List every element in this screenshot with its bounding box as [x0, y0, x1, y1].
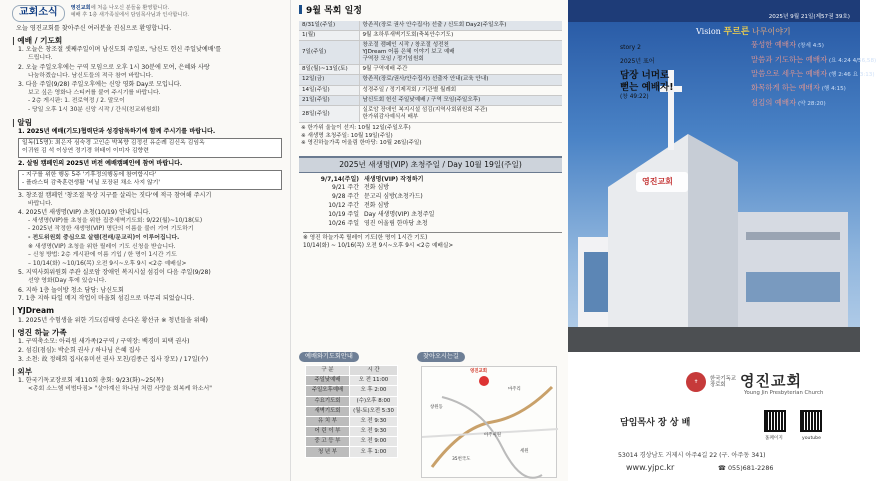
yjdream-heading: | YJDream — [12, 306, 54, 316]
notice-item-3: 3. 창조절 캠페인 '창조절 묵상 지구를 살리는 짓다'에 적극 참여해 주시기 — [18, 191, 212, 199]
notice-item-5: 5. 지역사회위원회 주관 실로암 장애인 복지시설 섬김이 다음 주일(9/28) — [18, 269, 211, 277]
vip-label: 전화 심방 — [364, 184, 390, 192]
service-name: 수요기도회 — [306, 396, 350, 406]
service-time: (수)오후 8:00 — [350, 396, 398, 406]
cover-photo — [568, 22, 876, 352]
vip-schedule — [299, 173, 562, 229]
vip-row — [317, 211, 562, 220]
verse-heading: 섬김의 예배자 — [751, 98, 797, 107]
cross-logo-icon: ✝ — [686, 372, 706, 392]
reading-line: 이귀원 김 석 이상연 정기경 허태이 이미자 김향련 — [22, 148, 149, 155]
church-name: 영진교회 — [740, 372, 803, 391]
vip-sub-item: - 2025년 작정한 새생명(VIP) 명단의 이름을 불러 기여 기도하기 — [28, 226, 194, 233]
service-time: 시 간 — [350, 365, 398, 375]
schedule-title: 9월 목회 일정 — [306, 6, 362, 16]
vip-section — [299, 156, 562, 251]
welcome-text: 에 처음 나오신 분들을 환영합니다. — [90, 5, 170, 11]
church-name-english: Young Jin Presbyterian Church — [744, 390, 824, 396]
service-time-row — [306, 396, 398, 406]
family-heading: | 영진 하늘 가족 — [12, 327, 67, 337]
youtube-qr-icon[interactable] — [800, 410, 822, 432]
notice-item-5-cont: 선양 영화(Day 후에 있습니다. — [28, 277, 107, 284]
map-label: 창원동 — [430, 405, 443, 410]
vip-date: 10/19 주일 — [328, 211, 359, 219]
church-info — [568, 352, 860, 481]
notice-item-7: 7. 1층 지하 타일 메지 작업이 마을회 섬김으로 마무리 되었습니다. — [18, 295, 195, 303]
vip-row — [317, 220, 562, 229]
vip-sub-item: ※ 새생명(VIP) 초청을 위한 릴레이 기도 신청을 받습니다. — [28, 243, 176, 250]
outside-list — [12, 377, 282, 393]
service-name: 구 분 — [306, 365, 350, 375]
vip-date: 9/7,14(주일) — [320, 175, 359, 183]
worship-item: 보고 싶은 영화나 스티커를 붙여 주시기를 바랍니다. — [28, 89, 161, 96]
schedule-row — [299, 85, 562, 95]
campaign-box — [18, 170, 282, 190]
schedule-event: 창조절 캠페인 시작 / 창조절 성전천 YJDream 어름 은혜 이야기 보고 예배 구역장 모임 / 정기임원회 — [359, 40, 562, 64]
map-label-church: 영진교회 — [470, 369, 487, 374]
service-name: 주일오후예배 — [306, 386, 350, 396]
motto-reference: (창 49:22) — [620, 93, 649, 100]
vip-notes — [303, 232, 562, 251]
senior-pastor: 담임목사 장 상 배 — [620, 418, 691, 428]
service-time: 오 전 9:00 — [350, 437, 398, 447]
vip-label: 문고리 심방(초청카드) — [364, 193, 423, 201]
vip-title: 2025년 새생명(VIP) 초청주일 / Day 10월 19일(주일) — [299, 156, 562, 173]
service-time-row — [306, 437, 398, 447]
service-name: 주일낮예배 — [306, 376, 350, 386]
campaign-line: - 플라스틱 감축훈련생활 '비닐 포장된 채소 사지 않기' — [22, 179, 160, 186]
vip-date: 9/21 주간 — [332, 184, 359, 192]
verse-line — [751, 69, 875, 79]
vip-date: 10/12 주간 — [328, 202, 359, 210]
schedule-note: ※ 새생명 초청주일: 10월 19일(주일) — [301, 132, 393, 139]
schedule-event: 성경주일 / 정기제직회 / 기관별 월례회 — [359, 85, 562, 95]
service-time: 오 전 9:30 — [350, 416, 398, 426]
vip-sub-item: – 10/14(화) ~10/16(목) 오전 9시~오후 9시 <2층 예배실> — [28, 260, 187, 267]
vip-sub-item: – 신청 방법: 2층 게시판에 이름 기입 / 한 명이 1시간 기도 — [28, 252, 177, 259]
map-label: 마주리 — [508, 387, 521, 392]
church-news-title: 교회소식 — [12, 5, 65, 22]
service-time-row — [306, 406, 398, 416]
worship-heading: | 예배 / 기도회 — [12, 35, 63, 45]
verse-line — [751, 55, 876, 65]
church-logo — [686, 372, 824, 396]
church-name-strong: 영진교회 — [70, 5, 91, 11]
directions — [417, 352, 561, 481]
map-label: 35번국도 — [452, 457, 471, 462]
youtube-qr-label: youtube — [802, 436, 821, 441]
reading-box — [18, 138, 282, 158]
service-times-table — [305, 365, 398, 458]
map-roads — [422, 367, 558, 479]
service-name: 어 린 이 부 — [306, 427, 350, 437]
service-name: 유 치 부 — [306, 416, 350, 426]
service-time-row — [306, 416, 398, 426]
vision-prefix: Vision — [696, 27, 721, 36]
schedule-event: 9월 구역예배 주간 — [359, 65, 562, 75]
schedule-row — [299, 95, 562, 105]
service-times — [299, 352, 407, 458]
denomination-line: 한국기독교 — [710, 375, 737, 382]
motto-line-1: 담장 너머로 — [620, 70, 670, 82]
church-sign: 영진교회 — [642, 177, 673, 186]
worship-item: 3. 다음 주일(9/28) 주일오후에는 신앙 영화 Day로 모입니다. — [18, 81, 182, 89]
verse-heading: 화목하게 하는 예배자 — [751, 83, 820, 92]
vision-main: 푸르른 — [723, 27, 750, 37]
reading-line: 일독(15명): 최은자 심숙경 고인순 박복향 김정선 유순례 김신옥 김임옥 — [22, 140, 205, 147]
worship-item: 드립니다. — [28, 55, 53, 62]
schedule-date: 28일(주일) — [299, 105, 359, 122]
schedule-event: 실로암 장애인 복지시설 섬김(지역사회위원회 주관) 한가위감사예식서 배부 — [359, 105, 562, 122]
motto-year: 2025년 표어 — [620, 58, 655, 66]
vip-label: 영진 어울림 한마당 초청 — [364, 219, 428, 227]
campaign-line: - 지구를 위한 행동 5주 '기후정의행동에 참여합시다' — [22, 171, 157, 178]
welcome-banner — [12, 5, 282, 22]
schedule-row — [299, 40, 562, 64]
denomination-line: 장로회 — [710, 382, 726, 388]
motto-block — [620, 44, 674, 102]
vip-date: 9/28 주간 — [332, 193, 359, 201]
story-label: story 2 — [620, 44, 641, 51]
notice-item-6: 6. 지하 1층 놀이방 청소 담당: 남신도회 — [18, 286, 124, 294]
schedule-event: 항존직(장로/권사/안수집사) 선출자 안내(교육 안내) — [359, 75, 562, 85]
vip-date: 10/26 주일 — [328, 219, 359, 227]
verse-reference: (요 4:24 4/56,58) — [828, 58, 876, 64]
vip-label: 전화 심방 — [364, 202, 390, 210]
yjdream-item: 1. 2025년 수험생을 위한 기도(김태영 손다온 황선규 ※ 청년들을 위해) — [18, 316, 208, 324]
church-address: 53014 경상남도 거제시 아주4길 22 (구. 아주동 341) — [618, 452, 766, 459]
schedule-date: 8/31일(주일) — [299, 21, 359, 31]
worship-item: 1. 오늘은 창조절 셋째주일이며 남신도회 주일로, '남신도 헌신 주일낮예배'를 — [18, 46, 222, 54]
service-time-row — [306, 365, 398, 375]
outside-item: <총회 소느헴 비범다짐> "살아계신 하나님 처럼 사랑을 회복케 하소서" — [28, 386, 212, 393]
service-time: 오 전 9:30 — [350, 427, 398, 437]
verse-line — [751, 98, 826, 108]
lower-info — [299, 352, 561, 481]
schedule-date: 8일(월)~13일(토) — [299, 65, 359, 75]
schedule-row — [299, 75, 562, 85]
map-label: 아주미원 — [484, 433, 501, 438]
worship-list — [12, 46, 282, 114]
service-time: 오 후 2:00 — [350, 386, 398, 396]
notice-item-2: 2. 살림 캠페인의 2025년 버전 예배캠페인에 참여 바랍니다. — [18, 160, 183, 168]
verse-heading: 말씀과 기도하는 예배자 — [751, 55, 828, 64]
verse-line — [751, 40, 824, 50]
homepage-qr-label: 홈페이지 — [765, 436, 783, 441]
heading-bar — [299, 5, 302, 14]
schedule-table — [299, 21, 562, 124]
verse-reference: (행 4:15) — [821, 86, 846, 92]
schedule-date: 14일(주일) — [299, 85, 359, 95]
church-website[interactable]: www.yjpc.kr — [626, 463, 675, 472]
issue-date: 2025년 9월 21일(제57권 39호) — [768, 14, 850, 20]
vip-row — [317, 184, 562, 193]
motto-line-2: 뻗는 예배자! — [620, 82, 674, 94]
vip-row — [317, 193, 562, 202]
schedule-panel — [290, 0, 568, 481]
schedule-row — [299, 21, 562, 31]
verse-reference: (행 2:46 요 3:13) — [828, 72, 875, 78]
schedule-row — [299, 30, 562, 40]
service-name: 새벽기도회 — [306, 406, 350, 416]
family-list — [12, 338, 282, 363]
schedule-event: 남신도회 헌신 주일낮예배 / 구역 모임(주일오후) — [359, 95, 562, 105]
worship-item: 2. 오늘 주일오후에는 구역 모임으로 오후 1시 30분에 모여, 은혜와 사랑 — [18, 63, 210, 71]
vip-sub-item: - 새생명(VIP)를 초청을 위한 집중새벽기도회: 9/22(월)~10/18(토) — [28, 217, 203, 224]
schedule-date: 12일(금) — [299, 75, 359, 85]
church-news-panel — [0, 0, 290, 481]
outside-heading: | 외부 — [12, 366, 33, 376]
service-name: 청 년 부 — [306, 447, 350, 457]
vip-row — [317, 202, 562, 211]
welcome-lead: 오늘 영진교회를 찾아주신 여러분을 진심으로 환영합니다. — [16, 24, 172, 32]
map-label: 세원 — [520, 449, 529, 454]
directions-title: 찾아오시는길 — [417, 352, 465, 362]
church-phone: ☎ 055)681-2286 — [718, 464, 774, 472]
schedule-heading — [299, 5, 562, 18]
location-map — [421, 366, 557, 478]
service-name: 중 고 등 부 — [306, 437, 350, 447]
schedule-date: 7일(주일) — [299, 40, 359, 64]
service-time-row — [306, 427, 398, 437]
vip-note: 10/14(화) ~ 10/16(목) 오전 9시~오후 9시 <2층 예배실> — [303, 242, 454, 249]
family-item: 3. 소천: 故 정해희 집사(유미선 권사 모친/김종근 집사 장모) / 17일(수) — [18, 355, 209, 363]
vision-title — [696, 27, 791, 39]
vip-label: Day 새생명(VIP) 초청주일 — [364, 211, 435, 219]
vip-note: ※ 영진 하늘가족 릴레이 기도(한 명이 1시간 기도) — [303, 234, 428, 241]
verse-reference: (창세 4:5) — [797, 43, 824, 49]
verse-reference: (약 28:20) — [797, 101, 826, 107]
notice-item-3-cont: 바랍니다. — [28, 200, 53, 207]
service-time-row — [306, 447, 398, 457]
worship-item: 나눔하겠습니다. 남신도들의 적극 참여 바랍니다. — [28, 72, 154, 79]
vip-sub-list — [12, 218, 282, 268]
worship-item: - 2층 게시판: 1. 전로역정 / 2. 말모이 — [28, 98, 125, 105]
schedule-row — [299, 65, 562, 75]
welcome-subtext: 예배 후 1층 새가족실에서 담임목사님과 인사합니다. — [70, 11, 190, 18]
worship-item: - 당일 오후 1시 30분 신앙 시작 / 간식(친교위원회) — [28, 107, 160, 114]
cover-header — [568, 0, 860, 22]
service-time: (월-토)오전 5:30 — [350, 406, 398, 416]
homepage-qr-icon[interactable] — [764, 410, 786, 432]
schedule-event: 항존직(장로 권사 안수집사) 선출 / 신도회 Day2(주일오후) — [359, 21, 562, 31]
family-item: 2. 섬김(점심): 박순희 권사 / 하나님 은혜 집사 — [18, 347, 141, 355]
notice-heading: | 알림 — [12, 117, 33, 127]
notice-item-4: 4. 2025년 새생명(VIP) 초청(10/19) 안내입니다. — [18, 209, 151, 217]
verse-line — [751, 83, 846, 93]
schedule-row — [299, 105, 562, 122]
schedule-note: ※ 한가위 울늘이 선지: 10월 12일(주일오후) — [301, 125, 411, 132]
schedule-notes — [301, 125, 562, 148]
vision-rest: 나무이야기 — [752, 27, 791, 36]
family-item: 1. 구역축소모: 아리원 새가족(2구역 / 구역장: 백경미 피택 권사) — [18, 338, 190, 346]
service-time: 오 후 1:00 — [350, 447, 398, 457]
service-time-row — [306, 376, 398, 386]
schedule-event: 9월 초하루새벽기도회(축복안수기도) — [359, 30, 562, 40]
service-time-row — [306, 386, 398, 396]
service-time: 오 전 11:00 — [350, 376, 398, 386]
outside-item: 1. 한국기독교장로회 제110회 총회: 9/23(화)~25(목) — [18, 377, 164, 385]
service-times-title: 예배와기도회안내 — [299, 352, 359, 362]
vip-sub-item: - 전도위원회 중심으로 살렘(전래/문교리)이 이루어집니다. — [28, 235, 180, 241]
cover-panel — [568, 0, 876, 481]
schedule-date: 1(월) — [299, 30, 359, 40]
schedule-date: 21일(주일) — [299, 95, 359, 105]
vip-label: 새생명(VIP) 작정하기 — [364, 175, 424, 183]
verse-heading: 말씀으로 세우는 예배자 — [751, 69, 828, 78]
verse-heading: 풍성한 예배자 — [751, 40, 797, 49]
schedule-note: ※ 영진하늘가족 어울림 한마당: 10월 26일(주일) — [301, 140, 422, 147]
notice-item-1: 1. 2025년 예배(기도)협력단과 성경암독하기에 함께 주시기를 바랍니다. — [18, 128, 216, 136]
